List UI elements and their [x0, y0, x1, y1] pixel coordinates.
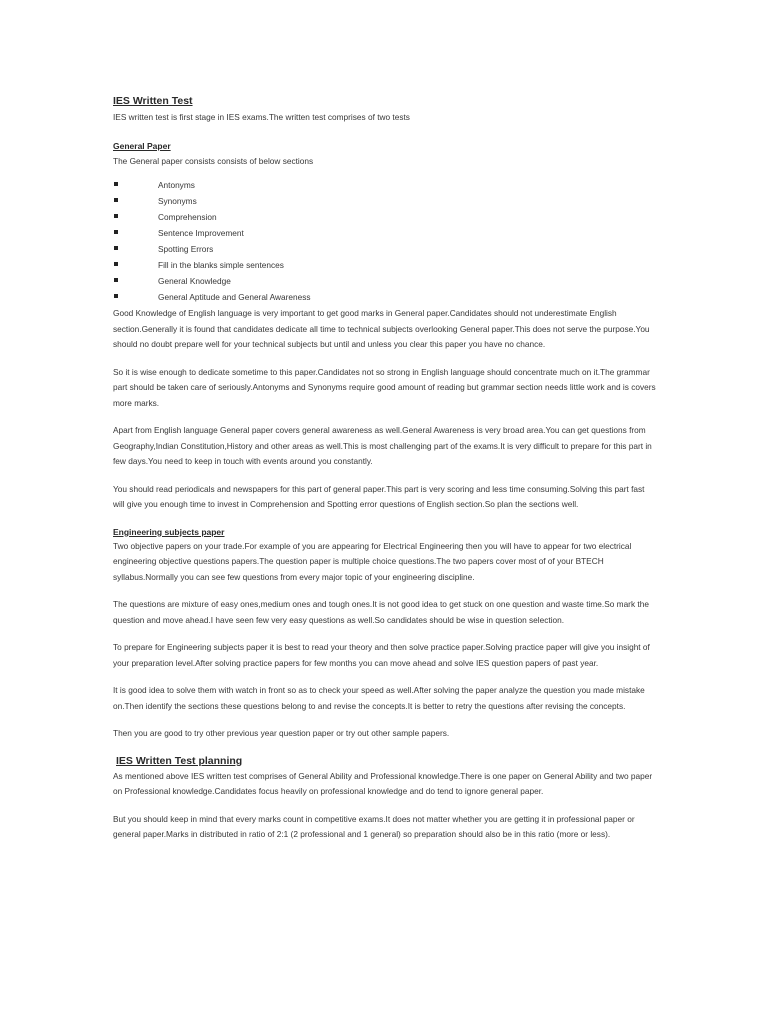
- engineering-paragraph: The questions are mixture of easy ones,medium ones and tough ones.It is not good idea to get stuck on one question and waste time.So mark the question and move ahead.I have seen few very easy questions as well.So candidates should be wise in question selection.: [113, 599, 649, 625]
- general-paper-paragraph: Apart from English language General paper covers general awareness as well.General Awareness is very broad area.You can get questions from Geography,Indian Constitution,History and other areas as well.This is most challenging part of the exams.It is very difficult to prepare for this part in few days.You need to keep in touch with events around you constantly.: [113, 425, 652, 466]
- square-bullet-icon: [114, 214, 118, 218]
- engineering-paragraph: Two objective papers on your trade.For example of you are appearing for Electrical Engineering then you will have to appear for two electrical engineering objective questions papers.The question paper is multiple choice questions.The two papers cover most of of your BTECH syllabus.Normally you can see few questions from every major topic of your engineering discipline.: [113, 540, 632, 582]
- list-item: Fill in the blanks simple sentences: [113, 257, 656, 273]
- square-bullet-icon: [114, 182, 118, 186]
- square-bullet-icon: [114, 230, 118, 234]
- planning-paragraph: But you should keep in mind that every marks count in competitive exams.It does not matter whether you are getting it in professional paper or general paper.Marks in distributed in ratio of 2:1 (2 professional and 1 general) so preparation should also be in this ratio (more or less).: [113, 813, 635, 839]
- square-bullet-icon: [114, 246, 118, 250]
- engineering-paragraph: Then you are good to try other previous year question paper or try out other sample papers.: [113, 728, 450, 738]
- list-item: General Aptitude and General Awareness: [113, 289, 656, 305]
- square-bullet-icon: [114, 278, 118, 282]
- general-paper-sections-list: [113, 177, 656, 305]
- section-title-general-paper: General Paper: [113, 140, 171, 151]
- section-title-ies-written-test-planning: IES Written Test planning: [116, 754, 243, 767]
- engineering-paragraph: To prepare for Engineering subjects paper it is best to read your theory and then solve practice paper.Solving practice paper will give you insight of your preparation level.After solving practice papers for few months you can move ahead and solve IES question papers of past year.: [113, 642, 650, 668]
- list-item: Antonyms: [113, 177, 656, 193]
- general-paper-paragraph: You should read periodicals and newspapers for this part of general paper.This part is very scoring and less time consuming.Solving this part fast will give you enough time to invest in Comprehension and Spotting error questions of English section.So plan the sections well.: [113, 483, 645, 509]
- section-title-ies-written-test: IES Written Test: [113, 95, 193, 107]
- general-paper-paragraph: So it is wise enough to dedicate sometime to this paper.Candidates not so strong in English language should concentrate much on it.The grammar part should be taken care of seriously.Antonyms and Synonyms require good amount of reading but grammar section needs little work and is covers more marks.: [113, 366, 656, 408]
- list-item: Sentence Improvement: [113, 225, 656, 241]
- list-item: Comprehension: [113, 209, 656, 225]
- intro-paragraph: IES written test is first stage in IES exams.The written test comprises of two tests: [113, 112, 410, 122]
- square-bullet-icon: [114, 262, 118, 266]
- section-title-engineering-subjects-paper: Engineering subjects paper: [113, 526, 225, 537]
- list-item: General Knowledge: [113, 273, 656, 289]
- document-page: [113, 94, 656, 843]
- list-item: Synonyms: [113, 193, 656, 209]
- engineering-paragraph: It is good idea to solve them with watch in front so as to check your speed as well.After solving the paper analyze the question you made mistake on.Then identify the sections these questions belong to and revise the concepts.It is better to retry the questions after revising the concepts.: [113, 685, 645, 711]
- square-bullet-icon: [114, 294, 118, 298]
- general-paper-paragraph: Good Knowledge of English language is very important to get good marks in General paper.Candidates should not underestimate English section.Generally it is found that candidates dedicate all time to technical subjects overlooking General paper.This does not serve the purpose.You should no doubt prepare well for your technical subjects but until and unless you clear this paper you have no chance.: [113, 308, 650, 349]
- general-paper-intro: The General paper consists consists of below sections: [113, 155, 314, 166]
- planning-paragraph: As mentioned above IES written test comprises of General Ability and Professional knowledge.There is one paper on General Ability and two paper on Professional knowledge.Candidates focus heavily on professional knowledge and do tend to ignore general paper.: [113, 770, 653, 796]
- list-item: Spotting Errors: [113, 241, 656, 257]
- square-bullet-icon: [114, 198, 118, 202]
